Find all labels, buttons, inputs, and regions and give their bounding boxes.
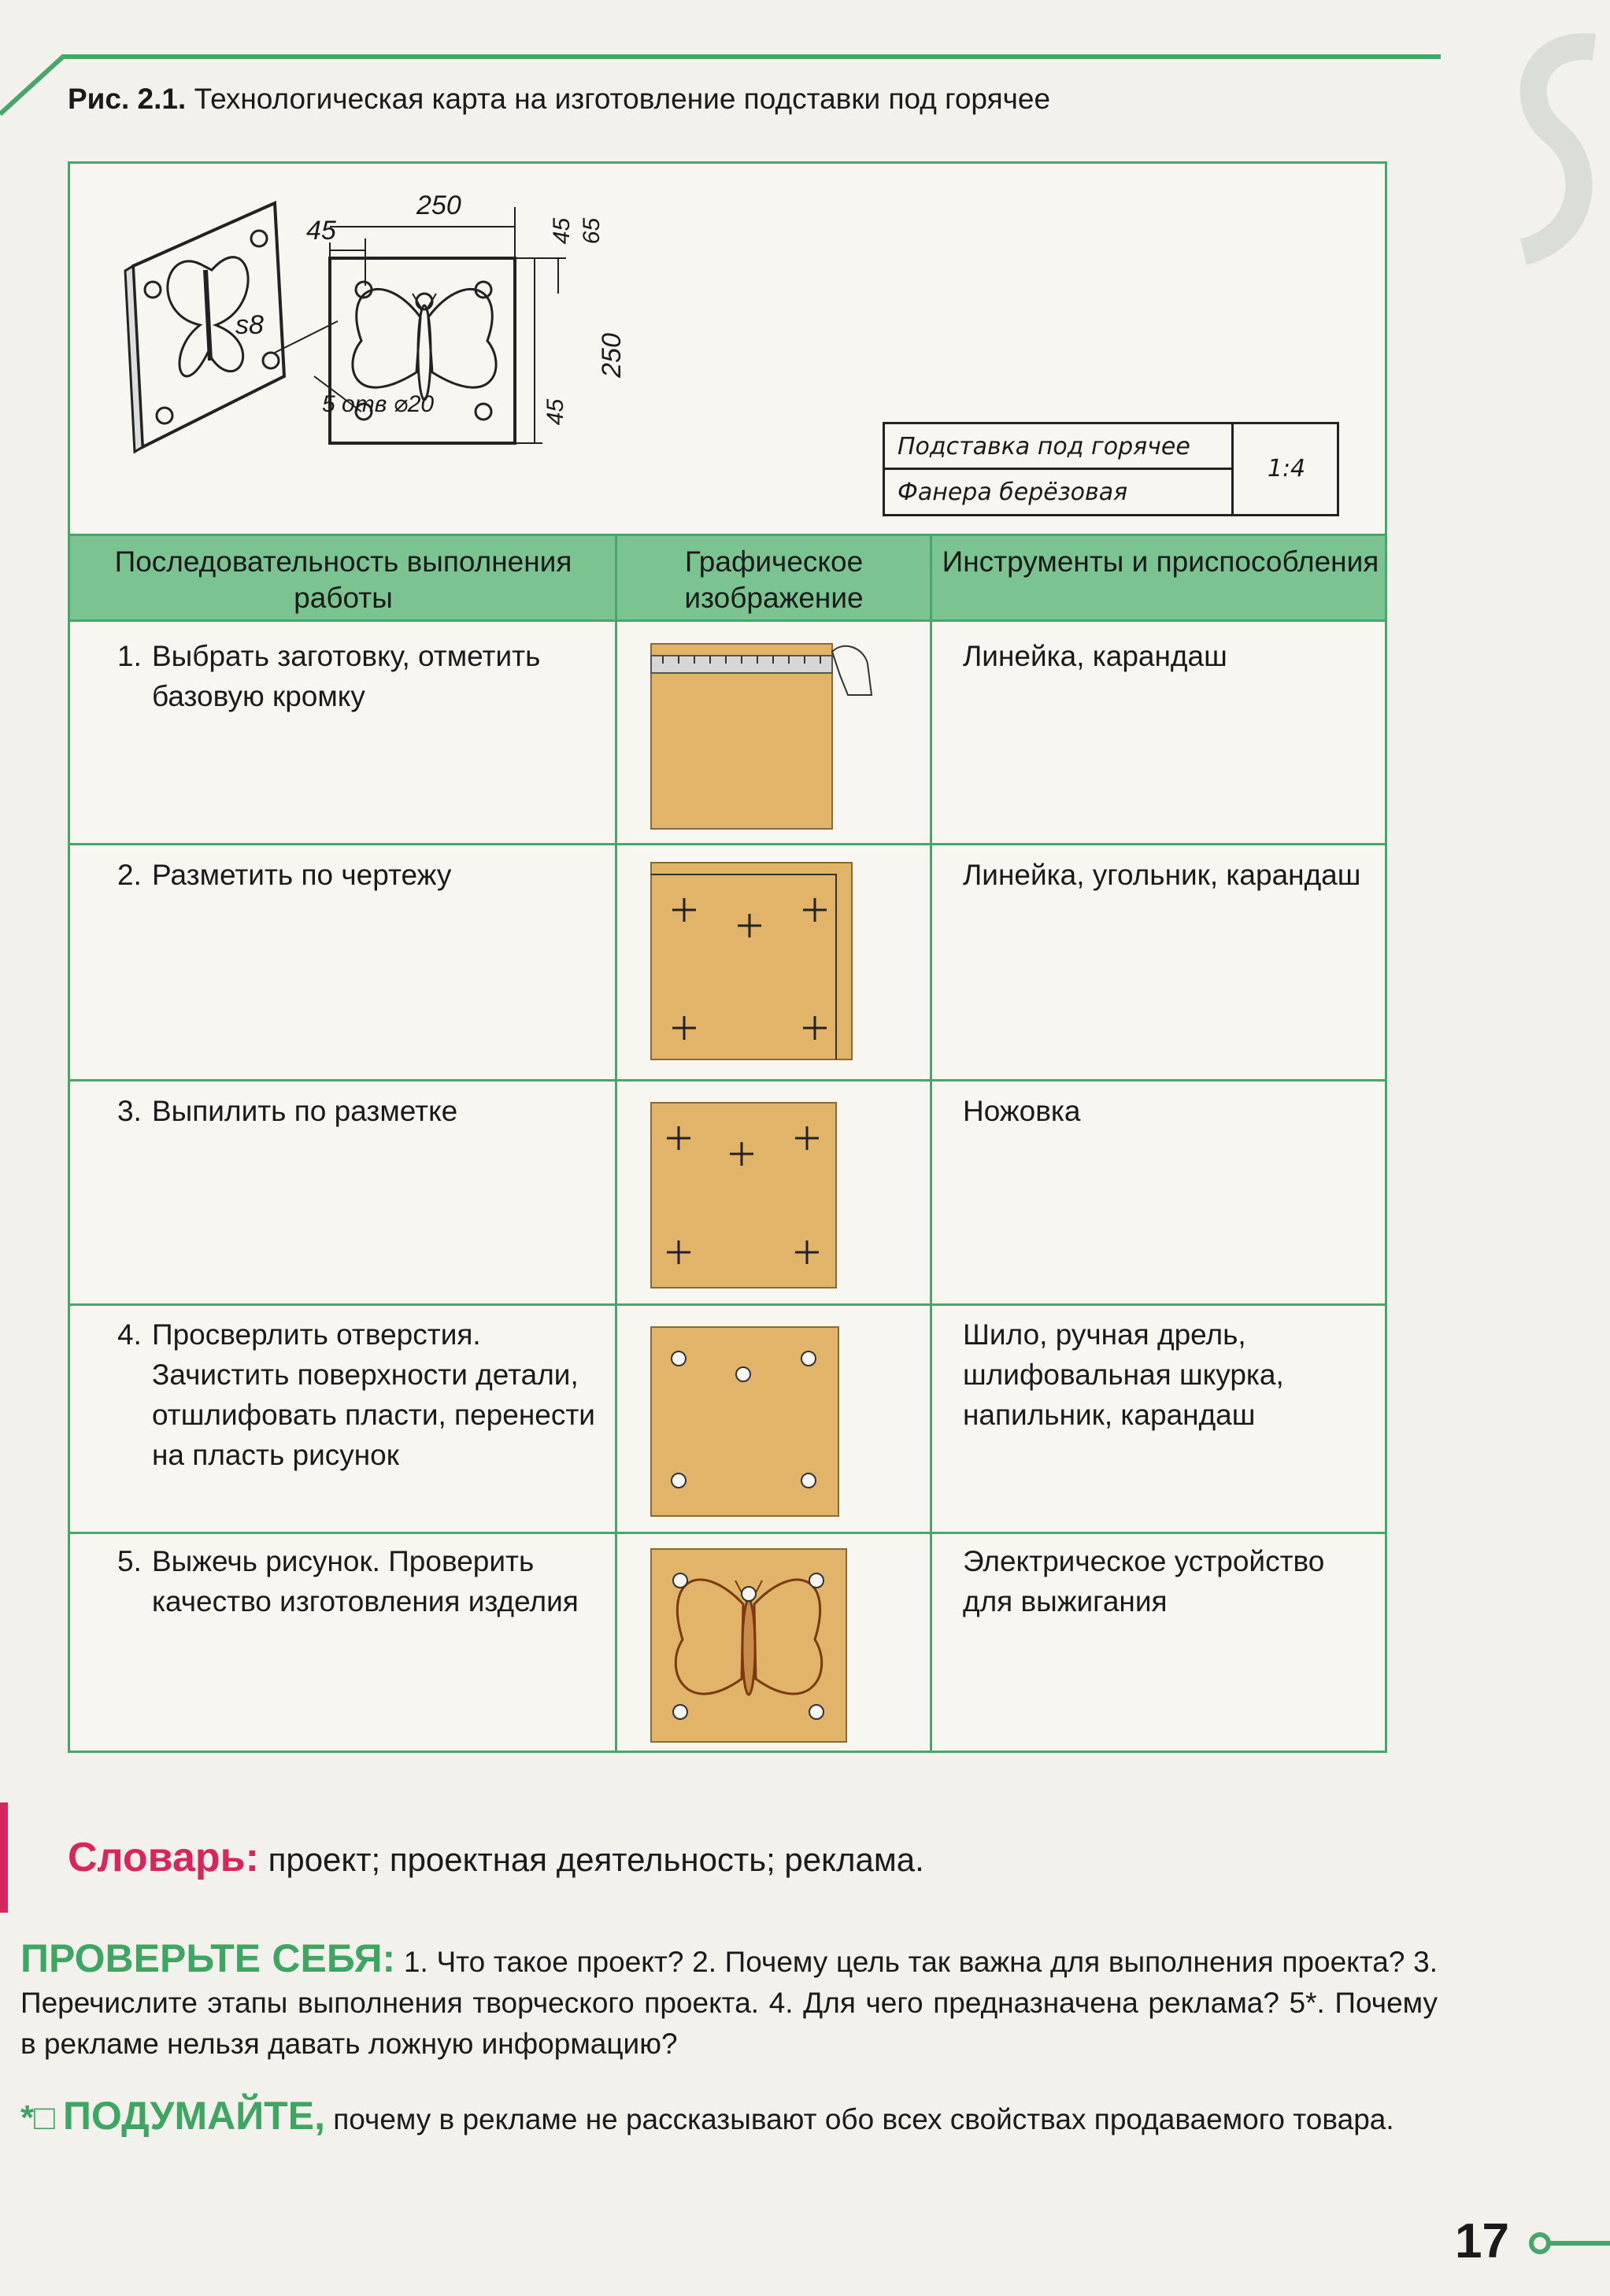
blank-board-image [647,640,875,837]
dim-height: 250 [596,333,627,378]
step-text: Разметить по чертежу [152,859,452,891]
step-text: Просверлить отверстия. Зачистить поверхности детали, отшлифовать пласти, перенести на пласть рисунок [152,1318,595,1471]
dictionary-marker [0,1802,19,1913]
technical-drawing [70,164,1385,534]
tools-text: Шило, ручная дрель, шлифовальная шкурка, напильник, карандаш [963,1318,1284,1431]
check-label: ПРОВЕРЬТЕ СЕБЯ: [20,1936,396,1980]
column-divider [615,534,617,1753]
step-number: 4. [117,1318,142,1351]
header-graphic: Графическое изображение [684,545,864,614]
header-sequence: Последовательность выполнения работы [114,545,572,614]
think-label: ПОДУМАЙТЕ, [62,2094,325,2138]
dim-bottom-45: 45 [542,398,569,426]
chapter-letter-decoration [1500,31,1610,268]
header-tools: Инструменты и приспособления [942,545,1379,578]
title-block-name: Подставка под горячее [885,424,1231,470]
page-number-decoration [1527,2228,1610,2259]
step-text: Выжечь рисунок. Проверить качество изготовления изделия [152,1545,579,1618]
row-divider [70,1303,1385,1306]
step-number: 1. [117,640,142,672]
dictionary-text: проект; проектная деятельность; реклама. [268,1841,924,1878]
check-yourself [20,1938,1438,2065]
dim-width: 250 [416,190,461,220]
tools-text: Электрическое устройство для выжигания [963,1545,1325,1618]
dictionary-label: Словарь: [68,1835,259,1880]
step-text: Выбрать заготовку, отметить базовую кромку [152,640,541,712]
step-number: 5. [117,1545,142,1577]
burned-board-image [647,1545,852,1746]
computer-icon: *□ [20,2098,55,2137]
cut-board-image [647,1099,844,1296]
title-block-material: Фанера берёзовая [898,479,1128,506]
figure-caption [68,80,1422,118]
tools-text: Линейка, угольник, карандаш [963,859,1361,891]
tools-text: Линейка, карандаш [963,640,1227,672]
dictionary-line [68,1834,924,1881]
figure-label: Рис. 2.1. [68,83,187,115]
dim-top-45: 45 [549,217,576,245]
row-divider [70,843,1385,845]
step-number: 2. [117,859,142,891]
column-divider [930,534,932,1753]
thickness-label: s8 [235,310,264,340]
dim-top-65: 65 [579,217,605,245]
title-block [883,422,1339,516]
holes-label: 5 отв ⌀20 [322,391,435,417]
row-divider [70,1079,1385,1081]
think-section [20,2095,1438,2140]
drilled-board-image [647,1323,844,1520]
step-number: 3. [117,1095,142,1127]
table-header [70,534,1385,622]
think-text: почему в рекламе не рассказывают обо всех свойствах продаваемого товара. [333,2103,1394,2135]
technology-card [68,161,1387,1753]
figure-title: Технологическая карта на изготовление подставки под горячее [194,83,1051,115]
dim-left-offset: 45 [306,216,336,246]
title-block-scale: 1:4 [1231,424,1339,514]
tools-text: Ножовка [963,1095,1081,1127]
check-questions: 1. Что такое проект? 2. Почему цель так важна для выполнения проекта? 3. Перечислите этапы выполнения творческого проекта. 4. Для чего предназначена реклама? 5*. Почему в рекламе нельзя давать ложную информацию? [20,1946,1438,2060]
page-number: 17 [1455,2214,1509,2268]
row-divider [70,1532,1385,1534]
marked-board-image [647,859,860,1063]
step-text: Выпилить по разметке [152,1095,458,1127]
